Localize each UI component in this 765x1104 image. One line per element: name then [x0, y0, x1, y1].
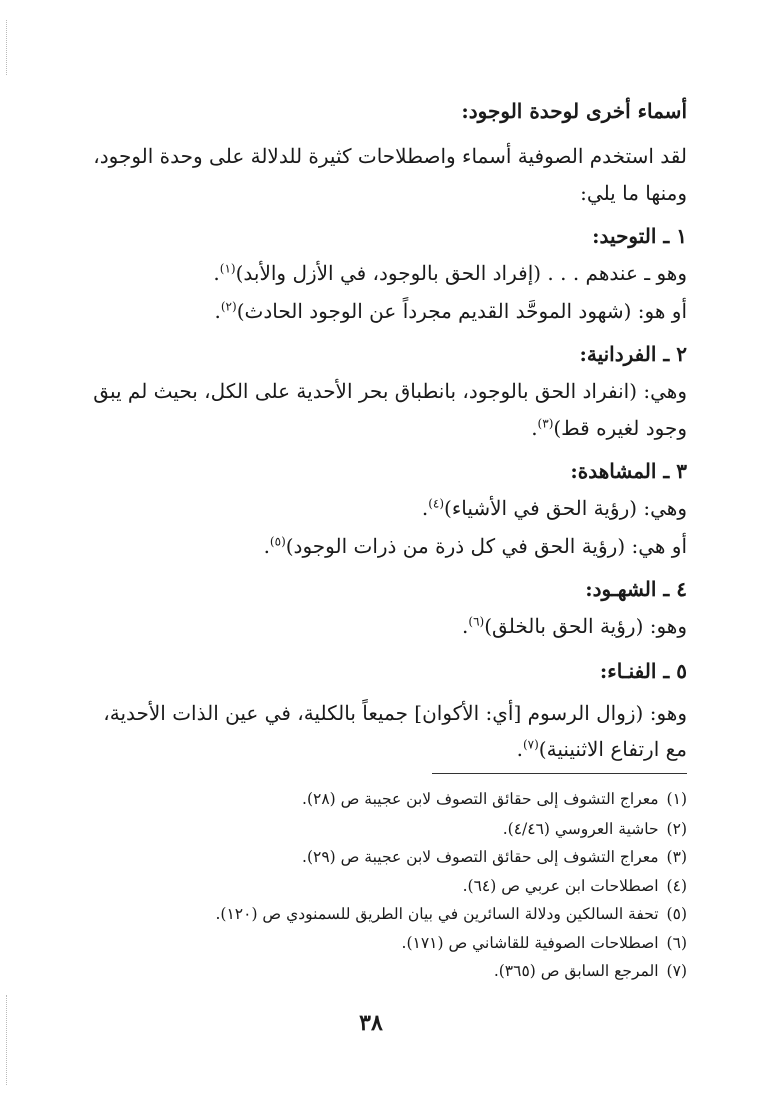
footnote: [55, 788, 687, 810]
intro-line-1: لقد استخدم الصوفية أسماء واصطلاحات كثيرة للدلالة على وحدة الوجود،: [93, 144, 687, 168]
footnote: [55, 932, 687, 954]
footnote-ref[interactable]: (٦): [468, 614, 485, 629]
footnote-text: اصطلاحات ابن عربي ص (٦٤).: [462, 877, 659, 895]
item-heading: [55, 220, 687, 252]
item-text: وهي: (رؤية الحق في الأشياء): [444, 496, 687, 520]
footnote: [55, 818, 687, 840]
document-page: [55, 0, 687, 1104]
item-number: ٣ ـ: [663, 459, 687, 483]
footnote: [55, 960, 687, 982]
footnote-ref[interactable]: (٤): [428, 496, 445, 511]
item-tail: .: [213, 261, 220, 285]
item-line: [55, 375, 687, 407]
item-text: مع ارتفاع الاثنينية): [538, 737, 687, 761]
footnote-number: (٣): [666, 848, 687, 866]
item-tail: .: [462, 614, 469, 638]
footnote-text: تحفة السالكين ودلالة السائرين في بيان الطريق للسمنودي ص (١٢٠).: [215, 905, 659, 923]
item-text: وهو ـ عندهم . . . (إفراد الحق بالوجود، في الأزل والأبد): [235, 261, 687, 285]
item-number: ٢ ـ: [663, 342, 687, 366]
footnote-text: حاشية العروسي (٤/٤٦).: [502, 820, 659, 838]
footnote-text: اصطلاحات الصوفية للقاشاني ص (١٧١).: [401, 934, 659, 952]
footnote-number: (٢): [666, 820, 687, 838]
footnote-text: معراج التشوف إلى حقائق التصوف لابن عجيبة ص (٢٩).: [302, 848, 659, 866]
footnote-ref[interactable]: (٥): [269, 534, 286, 549]
item-tail: .: [516, 737, 523, 761]
item-text: أو هو: (شهود الموحَّد القديم مجرداً عن الوجود الحادث): [236, 299, 687, 323]
item-line: [55, 412, 687, 444]
footnote-number: (٧): [666, 962, 687, 980]
footnote-number: (٤): [666, 877, 687, 895]
item-number: ٤ ـ: [663, 577, 687, 601]
item-text: وهو: (زوال الرسوم [أي: الأكوان] جميعاً بالكلية، في عين الذات الأحدية،: [103, 701, 687, 725]
footnote-text: معراج التشوف إلى حقائق التصوف لابن عجيبة ص (٢٨).: [302, 790, 659, 808]
item-tail: .: [263, 534, 270, 558]
footnote-number: (٥): [666, 905, 687, 923]
footnote: [55, 875, 687, 897]
footnote-ref[interactable]: (٧): [522, 737, 539, 752]
item-line: [55, 530, 687, 562]
item-line: [55, 610, 687, 642]
item-text: وجود لغيره قط): [553, 416, 687, 440]
item-number: ١ ـ: [663, 224, 687, 248]
item-heading: [55, 338, 687, 370]
item-text: وهو: (رؤية الحق بالخلق): [484, 614, 687, 638]
item-tail: .: [531, 416, 538, 440]
item-text: وهي: (انفراد الحق بالوجود، بانطباق بحر الأحدية على الكل، بحيث لم يبق: [93, 379, 687, 403]
item-text: أو هي: (رؤية الحق في كل ذرة من ذرات الوجود): [285, 534, 687, 558]
item-line: [55, 295, 687, 327]
item-title: الفنـاء:: [599, 659, 657, 683]
footnote-number: (١): [666, 790, 687, 808]
item-line: [55, 492, 687, 524]
footnote-divider: [432, 773, 687, 774]
item-title: التوحيد:: [592, 224, 657, 248]
footnote-number: (٦): [666, 934, 687, 952]
item-heading: [55, 455, 687, 487]
intro-line-2: ومنها ما يلي:: [580, 181, 687, 205]
footnote-text: المرجع السابق ص (٣٦٥).: [493, 962, 659, 980]
page-number: ٣٨: [359, 1010, 383, 1036]
item-title: الشهـود:: [585, 577, 657, 601]
section-title: أسماء أخرى لوحدة الوجود:: [461, 99, 687, 123]
footnote: [55, 903, 687, 925]
item-tail: .: [421, 496, 429, 520]
item-heading: [55, 573, 687, 605]
margin-dots-top: [6, 20, 8, 75]
item-line: [55, 733, 687, 765]
footnote-ref[interactable]: (١): [219, 261, 236, 276]
footnote-ref[interactable]: (٢): [220, 299, 237, 314]
item-line: [55, 697, 687, 729]
item-tail: .: [214, 299, 221, 323]
footnote-ref[interactable]: (٣): [537, 416, 554, 431]
footnote: [55, 846, 687, 868]
item-title: الفردانية:: [579, 342, 657, 366]
margin-dots-bottom: [6, 995, 8, 1085]
item-title: المشاهدة:: [570, 459, 657, 483]
item-number: ٥ ـ: [663, 659, 687, 683]
item-heading: [55, 655, 687, 687]
item-line: [55, 257, 687, 289]
